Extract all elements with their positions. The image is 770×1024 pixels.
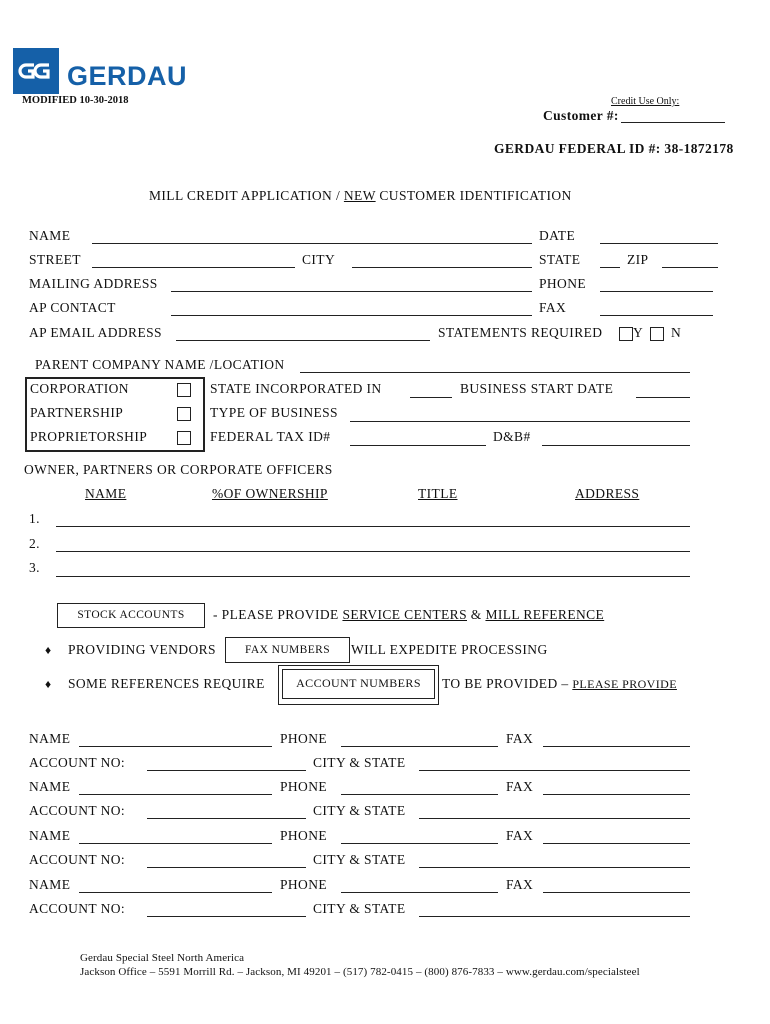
modified-date: MODIFIED 10-30-2018 xyxy=(22,95,129,106)
ref-1-city-state-field[interactable] xyxy=(419,770,690,771)
ref-4-fax-field[interactable] xyxy=(543,892,690,893)
some-references-text: SOME REFERENCES REQUIRE xyxy=(68,676,265,691)
stock-accounts-box: STOCK ACCOUNTS xyxy=(57,603,205,628)
ref-phone-label: PHONE xyxy=(280,877,328,892)
ref-account-label: ACCOUNT NO: xyxy=(29,901,126,916)
customer-number-label: Customer #: xyxy=(543,108,619,123)
street-label: STREET xyxy=(29,252,81,267)
will-expedite-text: WILL EXPEDITE PROCESSING xyxy=(351,642,548,657)
owner-row-number: 2. xyxy=(29,536,40,551)
parent-company-label: PARENT COMPANY NAME /LOCATION xyxy=(35,357,285,372)
owners-col-address: ADDRESS xyxy=(575,486,640,501)
account-numbers-box: ACCOUNT NUMBERS xyxy=(282,669,435,699)
ref-fax-label: FAX xyxy=(506,731,534,746)
state-field[interactable] xyxy=(600,267,620,268)
mailing-address-field[interactable] xyxy=(171,291,532,292)
ref-4-city-state-field[interactable] xyxy=(419,916,690,917)
owner-row-1-field[interactable] xyxy=(56,526,690,527)
ref-fax-label: FAX xyxy=(506,779,534,794)
ref-4-account-field[interactable] xyxy=(147,916,306,917)
ref-account-label: ACCOUNT NO: xyxy=(29,755,126,770)
ref-city-state-label: CITY & STATE xyxy=(313,755,406,770)
partnership-checkbox[interactable] xyxy=(177,407,191,421)
providing-vendors-text: PROVIDING VENDORS xyxy=(68,642,216,657)
ref-3-fax-field[interactable] xyxy=(543,843,690,844)
statements-no-label: N xyxy=(671,325,682,340)
ref-2-name-field[interactable] xyxy=(79,794,272,795)
statements-no-checkbox[interactable] xyxy=(650,327,664,341)
owners-col-name: NAME xyxy=(85,486,127,501)
city-field[interactable] xyxy=(352,267,532,268)
ref-fax-label: FAX xyxy=(506,828,534,843)
proprietorship-checkbox[interactable] xyxy=(177,431,191,445)
business-start-date-label: BUSINESS START DATE xyxy=(460,381,614,396)
ref-1-name-field[interactable] xyxy=(79,746,272,747)
title-part-1: MILL CREDIT APPLICATION / xyxy=(149,188,344,203)
ref-2-city-state-field[interactable] xyxy=(419,818,690,819)
type-of-business-label: TYPE OF BUSINESS xyxy=(210,405,338,420)
ref-1-account-field[interactable] xyxy=(147,770,306,771)
federal-tax-id-field[interactable] xyxy=(350,445,486,446)
corporation-checkbox[interactable] xyxy=(177,383,191,397)
ref-fax-label: FAX xyxy=(506,877,534,892)
bullet-icon: ♦ xyxy=(45,643,52,657)
state-label: STATE xyxy=(539,252,581,267)
statements-yes-checkbox[interactable] xyxy=(619,327,633,341)
statements-required-label: STATEMENTS REQUIRED xyxy=(438,325,603,340)
fax-numbers-box: FAX NUMBERS xyxy=(225,637,350,663)
ref-name-label: NAME xyxy=(29,877,71,892)
ref-name-label: NAME xyxy=(29,731,71,746)
owner-row-number: 1. xyxy=(29,511,40,526)
page-title xyxy=(149,188,572,204)
footer-company: Gerdau Special Steel North America xyxy=(80,952,245,964)
fax-field[interactable] xyxy=(600,315,713,316)
zip-label: ZIP xyxy=(627,252,649,267)
ref-2-phone-field[interactable] xyxy=(341,794,498,795)
service-centers-text: SERVICE CENTERS xyxy=(342,607,467,622)
type-of-business-field[interactable] xyxy=(350,421,690,422)
ref-name-label: NAME xyxy=(29,779,71,794)
footer-address: Jackson Office – 5591 Morrill Rd. – Jackson, MI 49201 – (517) 782-0415 – (800) 876-7833 – www.gerdau.com/specialsteel xyxy=(80,966,640,978)
mailing-address-label: MAILING ADDRESS xyxy=(29,276,158,291)
title-new: NEW xyxy=(343,188,376,203)
gerdau-logo-icon xyxy=(13,48,59,94)
ref-phone-label: PHONE xyxy=(280,731,328,746)
ref-3-city-state-field[interactable] xyxy=(419,867,690,868)
ap-contact-field[interactable] xyxy=(171,315,532,316)
ap-email-label: AP EMAIL ADDRESS xyxy=(29,325,162,340)
phone-label: PHONE xyxy=(539,276,587,291)
ref-1-phone-field[interactable] xyxy=(341,746,498,747)
proprietorship-label: PROPRIETORSHIP xyxy=(30,429,148,444)
owners-heading: OWNER, PARTNERS OR CORPORATE OFFICERS xyxy=(24,462,333,477)
dnb-label: D&B# xyxy=(493,429,531,444)
business-start-date-field[interactable] xyxy=(636,397,690,398)
ref-2-account-field[interactable] xyxy=(147,818,306,819)
ref-city-state-label: CITY & STATE xyxy=(313,803,406,818)
please-provide-line xyxy=(213,607,604,623)
fax-label: FAX xyxy=(539,300,567,315)
statements-yes-label: Y xyxy=(633,325,644,340)
ref-2-fax-field[interactable] xyxy=(543,794,690,795)
logo-wordmark: GERDAU xyxy=(67,61,188,91)
ref-1-fax-field[interactable] xyxy=(543,746,690,747)
to-be-provided-text: TO BE PROVIDED – xyxy=(442,676,573,691)
credit-use-only-label: Credit Use Only: xyxy=(611,96,680,107)
ref-name-label: NAME xyxy=(29,828,71,843)
title-part-3: CUSTOMER IDENTIFICATION xyxy=(375,188,572,203)
ref-phone-label: PHONE xyxy=(280,779,328,794)
state-incorporated-label: STATE INCORPORATED IN xyxy=(210,381,382,396)
owners-col-title: TITLE xyxy=(418,486,458,501)
ref-city-state-label: CITY & STATE xyxy=(313,852,406,867)
dnb-field[interactable] xyxy=(542,445,690,446)
owners-col-ownership: %OF OWNERSHIP xyxy=(212,486,328,501)
ref-account-label: ACCOUNT NO: xyxy=(29,852,126,867)
please-provide-text: - PLEASE PROVIDE xyxy=(213,607,343,622)
mill-reference-text: MILL REFERENCE xyxy=(485,607,605,622)
parent-company-field[interactable] xyxy=(300,372,690,373)
owner-row-number: 3. xyxy=(29,560,40,575)
ap-contact-label: AP CONTACT xyxy=(29,300,116,315)
ref-4-phone-field[interactable] xyxy=(341,892,498,893)
city-label: CITY xyxy=(302,252,336,267)
ref-phone-label: PHONE xyxy=(280,828,328,843)
state-incorporated-field[interactable] xyxy=(410,397,452,398)
ref-account-label: ACCOUNT NO: xyxy=(29,803,126,818)
date-field[interactable] xyxy=(600,243,718,244)
ref-city-state-label: CITY & STATE xyxy=(313,901,406,916)
name-field[interactable] xyxy=(92,243,532,244)
customer-number-line[interactable] xyxy=(621,122,725,123)
federal-id: GERDAU FEDERAL ID #: 38-1872178 xyxy=(494,141,734,156)
partnership-label: PARTNERSHIP xyxy=(30,405,124,420)
bullet-icon: ♦ xyxy=(45,677,52,691)
corporation-label: CORPORATION xyxy=(30,381,129,396)
ref-3-phone-field[interactable] xyxy=(341,843,498,844)
phone-field[interactable] xyxy=(600,291,713,292)
name-label: NAME xyxy=(29,228,71,243)
to-be-provided-line xyxy=(442,676,677,692)
owner-row-3-field[interactable] xyxy=(56,576,690,577)
ap-email-field[interactable] xyxy=(176,340,430,341)
ref-3-account-field[interactable] xyxy=(147,867,306,868)
zip-field[interactable] xyxy=(662,267,718,268)
owner-row-2-field[interactable] xyxy=(56,551,690,552)
please-provide-underlined: PLEASE PROVIDE xyxy=(572,677,677,691)
date-label: DATE xyxy=(539,228,576,243)
ref-4-name-field[interactable] xyxy=(79,892,272,893)
amp-text: & xyxy=(467,607,486,622)
federal-tax-id-label: FEDERAL TAX ID# xyxy=(210,429,331,444)
ref-3-name-field[interactable] xyxy=(79,843,272,844)
street-field[interactable] xyxy=(92,267,295,268)
gerdau-logo-mark xyxy=(13,48,59,94)
